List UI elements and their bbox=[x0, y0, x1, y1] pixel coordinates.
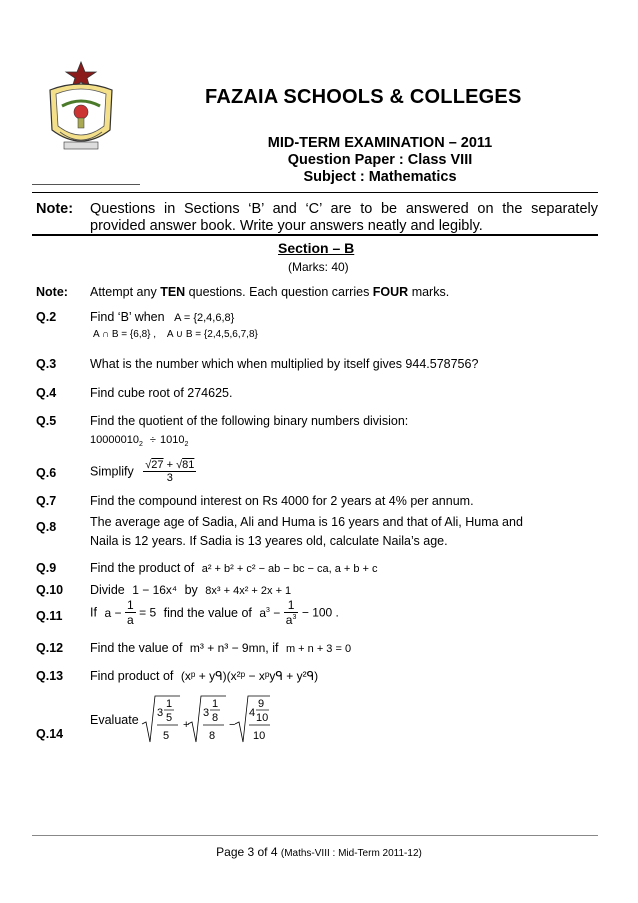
q10-by: by bbox=[184, 583, 198, 597]
q3-number: Q.3 bbox=[36, 357, 57, 371]
q12-number: Q.12 bbox=[36, 641, 64, 655]
footer-divider bbox=[32, 835, 598, 836]
exam-header bbox=[200, 135, 560, 186]
q13-expression: (xᵖ + yᑫ)(x²ᵖ − xᵖyᑫ + y²ᑫ) bbox=[180, 669, 319, 683]
q2-number: Q.2 bbox=[36, 310, 57, 324]
q11-text: If a − $\frac{1}{a}$ = 5 find the value of $a^3$ − $\frac{1}{a^3}$ − 100 . bbox=[90, 598, 339, 627]
q13-number: Q.13 bbox=[36, 669, 64, 683]
q10-number: Q.10 bbox=[36, 583, 64, 597]
svg-text:1: 1 bbox=[166, 698, 173, 710]
section-marks: (Marks: 40) bbox=[288, 260, 349, 274]
q5-dividend: 10000010 bbox=[90, 434, 139, 446]
q11-if: If bbox=[90, 605, 97, 620]
q6-numerator: √27 + √81 bbox=[145, 459, 195, 471]
q6-denominator: 3 bbox=[166, 472, 173, 484]
q14-prompt: Evaluate bbox=[90, 713, 139, 727]
note2-post: marks. bbox=[408, 285, 450, 299]
svg-text:4: 4 bbox=[249, 707, 256, 719]
q11-tail: − 100 . bbox=[301, 605, 339, 620]
q14-expression bbox=[140, 694, 270, 746]
q2-text bbox=[90, 310, 234, 324]
note2-text bbox=[90, 285, 449, 299]
q13-prompt: Find product of bbox=[90, 669, 174, 683]
page-footer bbox=[0, 845, 638, 859]
q12-text bbox=[90, 641, 351, 655]
svg-text:1: 1 bbox=[212, 698, 219, 710]
svg-text:5: 5 bbox=[163, 730, 170, 742]
svg-text:−: − bbox=[229, 719, 236, 731]
note2-pre: Attempt any bbox=[90, 285, 161, 299]
q2-union: A ∪ B = {2,4,5,6,7,8} bbox=[166, 329, 258, 340]
q12-expression: m³ + n³ − 9mn bbox=[189, 641, 266, 655]
q5-expression: $10000010_2 \div 1010_2$ bbox=[90, 434, 189, 449]
q4-number: Q.4 bbox=[36, 386, 57, 400]
svg-text:9: 9 bbox=[258, 698, 265, 710]
svg-text:3: 3 bbox=[157, 707, 164, 719]
q9-prompt: Find the product of bbox=[90, 561, 195, 575]
q7-number: Q.7 bbox=[36, 494, 57, 508]
q11-find: find the value of bbox=[163, 605, 252, 620]
q5-number: Q.5 bbox=[36, 414, 57, 428]
q5-base-b: 2 bbox=[184, 441, 189, 449]
q10-dividend: 1 − 16x⁴ bbox=[132, 583, 178, 597]
svg-text:10: 10 bbox=[256, 712, 269, 724]
school-title: FAZAIA SCHOOLS & COLLEGES bbox=[205, 86, 522, 108]
q13-text bbox=[90, 669, 318, 683]
note2-four: FOUR bbox=[372, 285, 409, 299]
q9-expression: a² + b² + c² − ab − bc − ca, a + b + c bbox=[201, 563, 378, 575]
q2-intersection: A ∩ B = {6,8} , bbox=[93, 329, 157, 340]
divider-note bbox=[32, 234, 598, 236]
note2-mid: questions. Each question carries bbox=[185, 285, 373, 299]
q10-divisor: 8x³ + 4x² + 2x + 1 bbox=[205, 585, 292, 597]
q6-radicand-a: 27 bbox=[151, 459, 164, 471]
svg-text:5: 5 bbox=[166, 712, 173, 724]
footer-paper-code: (Maths-VIII : Mid-Term 2011-12) bbox=[280, 848, 422, 859]
q10-prompt: Divide bbox=[90, 583, 125, 597]
q5-base-a: 2 bbox=[138, 441, 143, 449]
paper-class: Question Paper : Class VIII bbox=[287, 152, 473, 168]
svg-text:+: + bbox=[183, 719, 190, 731]
q11-fraction-1: $\frac{1}{a}$ bbox=[126, 598, 134, 627]
note2-label: Note: bbox=[36, 285, 68, 299]
note2-ten: TEN bbox=[160, 285, 186, 299]
q14-number: Q.14 bbox=[36, 727, 64, 741]
divider-top bbox=[32, 192, 598, 193]
q8-text-line1: The average age of Sadia, Ali and Huma is 16 years and that of Ali, Huma and bbox=[90, 515, 523, 529]
q2-sets bbox=[93, 329, 258, 340]
q11-number: Q.11 bbox=[36, 609, 63, 623]
q5-divisor: 1010 bbox=[159, 434, 185, 446]
q10-text bbox=[90, 583, 291, 597]
school-logo bbox=[40, 60, 122, 158]
q4-text: Find cube root of 274625. bbox=[90, 386, 233, 400]
q11-equals: = 5 bbox=[139, 605, 157, 620]
q5-text: Find the quotient of the following binary numbers division: bbox=[90, 414, 409, 428]
note-top-text: Questions in Sections ‘B’ and ‘C’ are to be answered on the separately provided answer book. Write your answers neatly and legibly. bbox=[90, 201, 598, 234]
q11-fraction-2: $\frac{1}{a^3}$ bbox=[285, 598, 297, 627]
q2-set-a: A = {2,4,6,8} bbox=[174, 312, 235, 324]
q12-condition: m + n + 3 = 0 bbox=[285, 643, 352, 655]
q3-text: What is the number which when multiplied by itself gives 944.578756? bbox=[90, 357, 479, 371]
q12-prompt: Find the value of bbox=[90, 641, 183, 655]
q6-fraction bbox=[143, 459, 196, 484]
q6-prompt: Simplify bbox=[90, 464, 134, 479]
q6-radicand-b: 81 bbox=[182, 459, 195, 471]
q8-text-line2: Naila is 12 years. If Sadia is 13 yeares old, calculate Naila’s age. bbox=[90, 534, 448, 548]
paper-subject: Subject : Mathematics bbox=[303, 169, 457, 185]
q12-if: , if bbox=[265, 641, 279, 655]
divider-short bbox=[32, 184, 140, 185]
q7-text: Find the compound interest on Rs 4000 for 2 years at 4% per annum. bbox=[90, 494, 474, 508]
svg-text:8: 8 bbox=[212, 712, 219, 724]
q8-number: Q.8 bbox=[36, 520, 57, 534]
q9-text bbox=[90, 561, 378, 575]
note-top-label: Note: bbox=[36, 201, 74, 217]
page-number: Page 3 of 4 bbox=[216, 845, 278, 859]
section-title: Section – B bbox=[278, 240, 355, 256]
q2-prompt: Find ‘B’ when bbox=[90, 310, 165, 324]
svg-text:8: 8 bbox=[209, 730, 216, 742]
q6-number: Q.6 bbox=[36, 466, 57, 480]
svg-text:3: 3 bbox=[203, 707, 210, 719]
q9-number: Q.9 bbox=[36, 561, 57, 575]
q6-text bbox=[90, 459, 196, 484]
exam-title: MID-TERM EXAMINATION – 2011 bbox=[267, 135, 493, 151]
svg-text:10: 10 bbox=[253, 730, 266, 742]
